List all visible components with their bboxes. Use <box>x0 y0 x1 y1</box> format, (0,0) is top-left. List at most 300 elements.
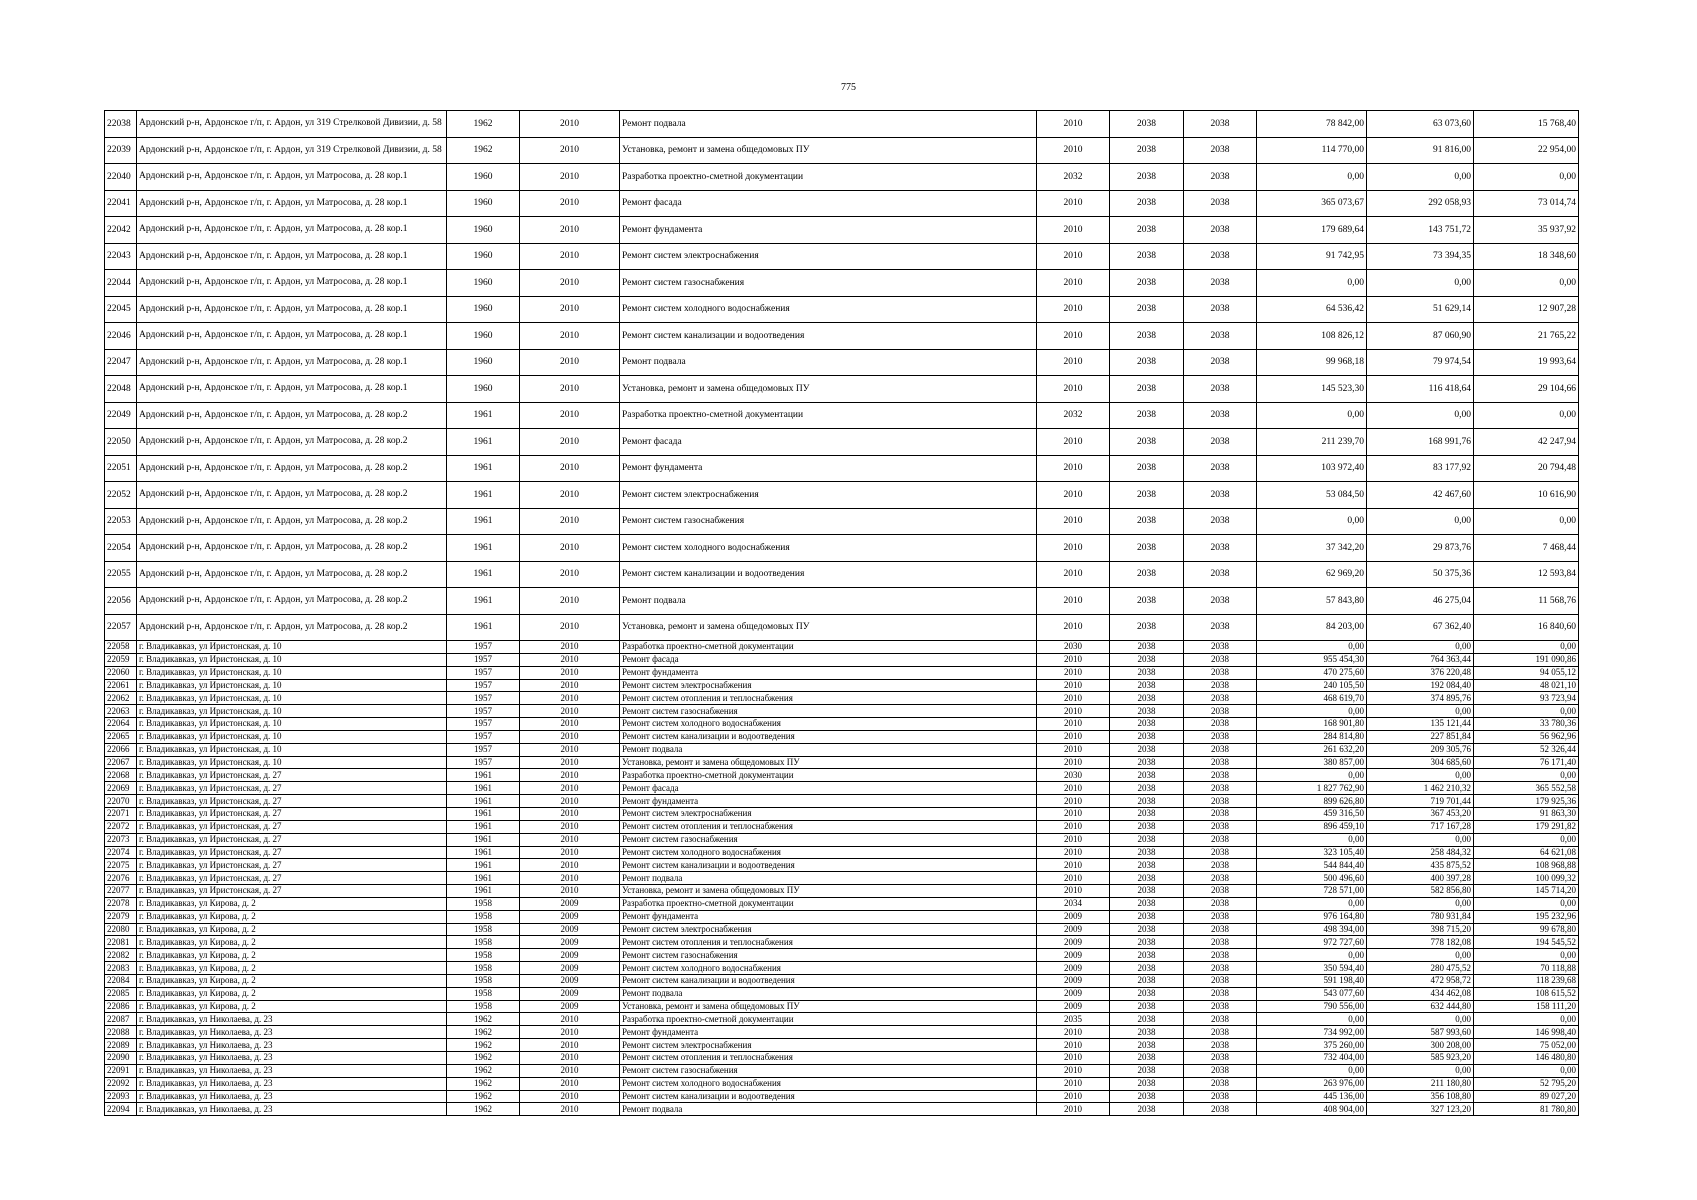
construction-year-cell: 1960 <box>447 270 520 297</box>
table-row <box>105 833 1579 846</box>
owner-cost-cell: 0,00 <box>1474 949 1579 962</box>
plan-year-mid-cell: 2038 <box>1110 782 1184 795</box>
owner-cost-cell: 89 027,20 <box>1474 1090 1579 1103</box>
table-row <box>105 718 1579 731</box>
table-row <box>105 846 1579 859</box>
work-type-cell: Ремонт фундамента <box>620 1026 1037 1039</box>
plan-year-mid-cell: 2038 <box>1110 807 1184 820</box>
table-row <box>105 111 1579 138</box>
table-row <box>105 482 1579 509</box>
plan-year-start-cell: 2010 <box>1037 1052 1110 1065</box>
privatization-year-cell: 2010 <box>520 111 620 138</box>
total-cost-cell: 91 742,95 <box>1257 243 1367 270</box>
privatization-year-cell: 2010 <box>520 164 620 191</box>
total-cost-cell: 103 972,40 <box>1257 455 1367 482</box>
work-type-cell: Ремонт систем электроснабжения <box>620 923 1037 936</box>
address-cell: Ардонский р-н, Ардонское г/п, г. Ардон, ул Матросова, д. 28 кор.1 <box>137 270 447 297</box>
fund-cost-cell: 304 685,60 <box>1367 756 1474 769</box>
construction-year-cell: 1957 <box>447 743 520 756</box>
table-row <box>105 897 1579 910</box>
record-number: 22050 <box>105 429 137 456</box>
total-cost-cell: 955 454,30 <box>1257 653 1367 666</box>
fund-cost-cell: 764 363,44 <box>1367 653 1474 666</box>
construction-year-cell: 1962 <box>447 1039 520 1052</box>
plan-year-mid-cell: 2038 <box>1110 1064 1184 1077</box>
total-cost-cell: 0,00 <box>1257 769 1367 782</box>
plan-year-end-cell: 2038 <box>1184 111 1257 138</box>
work-type-cell: Установка, ремонт и замена общедомовых ПУ <box>620 137 1037 164</box>
work-type-cell: Ремонт систем холодного водоснабжения <box>620 296 1037 323</box>
plan-year-mid-cell: 2038 <box>1110 243 1184 270</box>
plan-year-mid-cell: 2038 <box>1110 666 1184 679</box>
owner-cost-cell: 0,00 <box>1474 897 1579 910</box>
construction-year-cell: 1961 <box>447 807 520 820</box>
address-cell: г. Владикавказ, ул Иристонская, д. 10 <box>137 641 447 654</box>
fund-cost-cell: 258 484,32 <box>1367 846 1474 859</box>
fund-cost-cell: 51 629,14 <box>1367 296 1474 323</box>
work-type-cell: Ремонт подвала <box>620 588 1037 615</box>
total-cost-cell: 211 239,70 <box>1257 429 1367 456</box>
owner-cost-cell: 52 795,20 <box>1474 1077 1579 1090</box>
privatization-year-cell: 2010 <box>520 535 620 562</box>
owner-cost-cell: 0,00 <box>1474 508 1579 535</box>
record-number: 22093 <box>105 1090 137 1103</box>
address-cell: г. Владикавказ, ул Николаева, д. 23 <box>137 1052 447 1065</box>
work-type-cell: Ремонт систем электроснабжения <box>620 1039 1037 1052</box>
address-cell: Ардонский р-н, Ардонское г/п, г. Ардон, ул Матросова, д. 28 кор.1 <box>137 217 447 244</box>
privatization-year-cell: 2010 <box>520 846 620 859</box>
total-cost-cell: 0,00 <box>1257 164 1367 191</box>
plan-year-mid-cell: 2038 <box>1110 987 1184 1000</box>
construction-year-cell: 1958 <box>447 949 520 962</box>
privatization-year-cell: 2009 <box>520 987 620 1000</box>
construction-year-cell: 1961 <box>447 820 520 833</box>
table-row <box>105 807 1579 820</box>
owner-cost-cell: 146 480,80 <box>1474 1052 1579 1065</box>
fund-cost-cell: 46 275,04 <box>1367 588 1474 615</box>
fund-cost-cell: 400 397,28 <box>1367 872 1474 885</box>
plan-year-mid-cell: 2038 <box>1110 1077 1184 1090</box>
table-row <box>105 1077 1579 1090</box>
owner-cost-cell: 0,00 <box>1474 1064 1579 1077</box>
record-number: 22070 <box>105 795 137 808</box>
fund-cost-cell: 778 182,08 <box>1367 936 1474 949</box>
total-cost-cell: 732 404,00 <box>1257 1052 1367 1065</box>
fund-cost-cell: 0,00 <box>1367 270 1474 297</box>
total-cost-cell: 459 316,50 <box>1257 807 1367 820</box>
fund-cost-cell: 79 974,54 <box>1367 349 1474 376</box>
privatization-year-cell: 2009 <box>520 936 620 949</box>
total-cost-cell: 263 976,00 <box>1257 1077 1367 1090</box>
construction-year-cell: 1962 <box>447 111 520 138</box>
work-type-cell: Разработка проектно-сметной документации <box>620 164 1037 191</box>
fund-cost-cell: 587 993,60 <box>1367 1026 1474 1039</box>
table-row <box>105 1000 1579 1013</box>
table-row <box>105 820 1579 833</box>
plan-year-end-cell: 2038 <box>1184 614 1257 641</box>
plan-year-end-cell: 2038 <box>1184 1077 1257 1090</box>
owner-cost-cell: 91 863,30 <box>1474 807 1579 820</box>
total-cost-cell: 261 632,20 <box>1257 743 1367 756</box>
plan-year-end-cell: 2038 <box>1184 137 1257 164</box>
total-cost-cell: 734 992,00 <box>1257 1026 1367 1039</box>
plan-year-end-cell: 2038 <box>1184 743 1257 756</box>
construction-year-cell: 1957 <box>447 641 520 654</box>
fund-cost-cell: 398 715,20 <box>1367 923 1474 936</box>
owner-cost-cell: 0,00 <box>1474 164 1579 191</box>
plan-year-start-cell: 2010 <box>1037 217 1110 244</box>
plan-year-mid-cell: 2038 <box>1110 846 1184 859</box>
privatization-year-cell: 2010 <box>520 653 620 666</box>
work-type-cell: Ремонт систем электроснабжения <box>620 243 1037 270</box>
construction-year-cell: 1960 <box>447 296 520 323</box>
record-number: 22092 <box>105 1077 137 1090</box>
plan-year-mid-cell: 2038 <box>1110 974 1184 987</box>
table-row <box>105 705 1579 718</box>
plan-year-end-cell: 2038 <box>1184 807 1257 820</box>
work-type-cell: Ремонт систем газоснабжения <box>620 833 1037 846</box>
construction-year-cell: 1961 <box>447 561 520 588</box>
work-type-cell: Установка, ремонт и замена общедомовых ПУ <box>620 614 1037 641</box>
record-number: 22090 <box>105 1052 137 1065</box>
record-number: 22079 <box>105 910 137 923</box>
construction-year-cell: 1960 <box>447 164 520 191</box>
plan-year-end-cell: 2038 <box>1184 535 1257 562</box>
fund-cost-cell: 91 816,00 <box>1367 137 1474 164</box>
table-row <box>105 679 1579 692</box>
plan-year-mid-cell: 2038 <box>1110 402 1184 429</box>
plan-year-start-cell: 2010 <box>1037 1090 1110 1103</box>
work-type-cell: Разработка проектно-сметной документации <box>620 402 1037 429</box>
address-cell: г. Владикавказ, ул Николаева, д. 23 <box>137 1013 447 1026</box>
work-type-cell: Ремонт подвала <box>620 349 1037 376</box>
plan-year-end-cell: 2038 <box>1184 561 1257 588</box>
total-cost-cell: 108 826,12 <box>1257 323 1367 350</box>
work-type-cell: Ремонт систем канализации и водоотведения <box>620 561 1037 588</box>
privatization-year-cell: 2010 <box>520 270 620 297</box>
address-cell: г. Владикавказ, ул Кирова, д. 2 <box>137 936 447 949</box>
work-type-cell: Ремонт подвала <box>620 1103 1037 1116</box>
record-number: 22062 <box>105 692 137 705</box>
construction-year-cell: 1961 <box>447 402 520 429</box>
record-number: 22056 <box>105 588 137 615</box>
owner-cost-cell: 365 552,58 <box>1474 782 1579 795</box>
total-cost-cell: 0,00 <box>1257 270 1367 297</box>
owner-cost-cell: 56 962,96 <box>1474 730 1579 743</box>
work-type-cell: Ремонт систем канализации и водоотведения <box>620 730 1037 743</box>
work-type-cell: Ремонт систем канализации и водоотведения <box>620 323 1037 350</box>
owner-cost-cell: 81 780,80 <box>1474 1103 1579 1116</box>
work-type-cell: Ремонт фасада <box>620 190 1037 217</box>
record-number: 22074 <box>105 846 137 859</box>
plan-year-end-cell: 2038 <box>1184 820 1257 833</box>
privatization-year-cell: 2010 <box>520 1077 620 1090</box>
table-row <box>105 1052 1579 1065</box>
privatization-year-cell: 2010 <box>520 730 620 743</box>
plan-year-mid-cell: 2038 <box>1110 705 1184 718</box>
table-row <box>105 769 1579 782</box>
record-number: 22059 <box>105 653 137 666</box>
record-number: 22077 <box>105 885 137 898</box>
fund-cost-cell: 0,00 <box>1367 1013 1474 1026</box>
plan-year-mid-cell: 2038 <box>1110 1026 1184 1039</box>
plan-year-end-cell: 2038 <box>1184 769 1257 782</box>
owner-cost-cell: 19 993,64 <box>1474 349 1579 376</box>
table-row <box>105 962 1579 975</box>
total-cost-cell: 0,00 <box>1257 705 1367 718</box>
construction-year-cell: 1961 <box>447 846 520 859</box>
owner-cost-cell: 93 723,94 <box>1474 692 1579 705</box>
construction-year-cell: 1961 <box>447 614 520 641</box>
plan-year-end-cell: 2038 <box>1184 974 1257 987</box>
record-number: 22082 <box>105 949 137 962</box>
plan-year-start-cell: 2010 <box>1037 782 1110 795</box>
plan-year-start-cell: 2010 <box>1037 1103 1110 1116</box>
record-number: 22065 <box>105 730 137 743</box>
fund-cost-cell: 280 475,52 <box>1367 962 1474 975</box>
address-cell: г. Владикавказ, ул Николаева, д. 23 <box>137 1026 447 1039</box>
plan-year-end-cell: 2038 <box>1184 402 1257 429</box>
record-number: 22088 <box>105 1026 137 1039</box>
record-number: 22076 <box>105 872 137 885</box>
record-number: 22040 <box>105 164 137 191</box>
privatization-year-cell: 2010 <box>520 872 620 885</box>
plan-year-mid-cell: 2038 <box>1110 962 1184 975</box>
construction-year-cell: 1957 <box>447 679 520 692</box>
work-type-cell: Ремонт фундамента <box>620 795 1037 808</box>
plan-year-end-cell: 2038 <box>1184 730 1257 743</box>
address-cell: г. Владикавказ, ул Иристонская, д. 27 <box>137 795 447 808</box>
record-number: 22043 <box>105 243 137 270</box>
address-cell: г. Владикавказ, ул Иристонская, д. 10 <box>137 756 447 769</box>
total-cost-cell: 728 571,00 <box>1257 885 1367 898</box>
fund-cost-cell: 719 701,44 <box>1367 795 1474 808</box>
total-cost-cell: 323 105,40 <box>1257 846 1367 859</box>
privatization-year-cell: 2010 <box>520 1013 620 1026</box>
plan-year-start-cell: 2010 <box>1037 820 1110 833</box>
record-number: 22041 <box>105 190 137 217</box>
work-type-cell: Ремонт подвала <box>620 111 1037 138</box>
owner-cost-cell: 75 052,00 <box>1474 1039 1579 1052</box>
address-cell: Ардонский р-н, Ардонское г/п, г. Ардон, ул Матросова, д. 28 кор.1 <box>137 164 447 191</box>
privatization-year-cell: 2009 <box>520 949 620 962</box>
plan-year-end-cell: 2038 <box>1184 666 1257 679</box>
fund-cost-cell: 87 060,90 <box>1367 323 1474 350</box>
owner-cost-cell: 108 968,88 <box>1474 859 1579 872</box>
total-cost-cell: 37 342,20 <box>1257 535 1367 562</box>
owner-cost-cell: 11 568,76 <box>1474 588 1579 615</box>
plan-year-start-cell: 2010 <box>1037 859 1110 872</box>
owner-cost-cell: 7 468,44 <box>1474 535 1579 562</box>
privatization-year-cell: 2010 <box>520 769 620 782</box>
fund-cost-cell: 83 177,92 <box>1367 455 1474 482</box>
table-row <box>105 795 1579 808</box>
owner-cost-cell: 100 099,32 <box>1474 872 1579 885</box>
plan-year-end-cell: 2038 <box>1184 756 1257 769</box>
work-type-cell: Ремонт систем отопления и теплоснабжения <box>620 692 1037 705</box>
construction-year-cell: 1957 <box>447 705 520 718</box>
privatization-year-cell: 2010 <box>520 482 620 509</box>
total-cost-cell: 365 073,67 <box>1257 190 1367 217</box>
fund-cost-cell: 356 108,80 <box>1367 1090 1474 1103</box>
address-cell: г. Владикавказ, ул Кирова, д. 2 <box>137 949 447 962</box>
work-type-cell: Ремонт систем холодного водоснабжения <box>620 962 1037 975</box>
address-cell: Ардонский р-н, Ардонское г/п, г. Ардон, ул Матросова, д. 28 кор.2 <box>137 508 447 535</box>
plan-year-end-cell: 2038 <box>1184 653 1257 666</box>
total-cost-cell: 543 077,60 <box>1257 987 1367 1000</box>
owner-cost-cell: 0,00 <box>1474 270 1579 297</box>
record-number: 22067 <box>105 756 137 769</box>
construction-year-cell: 1961 <box>447 535 520 562</box>
work-type-cell: Установка, ремонт и замена общедомовых ПУ <box>620 756 1037 769</box>
total-cost-cell: 0,00 <box>1257 1013 1367 1026</box>
construction-year-cell: 1958 <box>447 910 520 923</box>
plan-year-mid-cell: 2038 <box>1110 137 1184 164</box>
total-cost-cell: 790 556,00 <box>1257 1000 1367 1013</box>
table-row <box>105 614 1579 641</box>
fund-cost-cell: 0,00 <box>1367 833 1474 846</box>
table-row <box>105 1039 1579 1052</box>
construction-year-cell: 1957 <box>447 756 520 769</box>
owner-cost-cell: 18 348,60 <box>1474 243 1579 270</box>
owner-cost-cell: 22 954,00 <box>1474 137 1579 164</box>
fund-cost-cell: 367 453,20 <box>1367 807 1474 820</box>
plan-year-mid-cell: 2038 <box>1110 535 1184 562</box>
plan-year-mid-cell: 2038 <box>1110 164 1184 191</box>
total-cost-cell: 0,00 <box>1257 1064 1367 1077</box>
plan-year-start-cell: 2009 <box>1037 949 1110 962</box>
construction-year-cell: 1962 <box>447 137 520 164</box>
plan-year-mid-cell: 2038 <box>1110 1103 1184 1116</box>
plan-year-end-cell: 2038 <box>1184 376 1257 403</box>
plan-year-start-cell: 2034 <box>1037 897 1110 910</box>
table-row <box>105 1064 1579 1077</box>
work-type-cell: Разработка проектно-сметной документации <box>620 769 1037 782</box>
record-number: 22054 <box>105 535 137 562</box>
construction-year-cell: 1960 <box>447 323 520 350</box>
record-number: 22055 <box>105 561 137 588</box>
construction-year-cell: 1962 <box>447 1013 520 1026</box>
construction-year-cell: 1958 <box>447 936 520 949</box>
plan-year-start-cell: 2030 <box>1037 769 1110 782</box>
plan-year-start-cell: 2010 <box>1037 730 1110 743</box>
plan-year-start-cell: 2009 <box>1037 936 1110 949</box>
plan-year-mid-cell: 2038 <box>1110 588 1184 615</box>
address-cell: г. Владикавказ, ул Иристонская, д. 27 <box>137 885 447 898</box>
record-number: 22068 <box>105 769 137 782</box>
address-cell: г. Владикавказ, ул Николаева, д. 23 <box>137 1090 447 1103</box>
total-cost-cell: 0,00 <box>1257 897 1367 910</box>
total-cost-cell: 972 727,60 <box>1257 936 1367 949</box>
owner-cost-cell: 20 794,48 <box>1474 455 1579 482</box>
plan-year-mid-cell: 2038 <box>1110 897 1184 910</box>
privatization-year-cell: 2010 <box>520 1039 620 1052</box>
work-type-cell: Ремонт систем газоснабжения <box>620 270 1037 297</box>
record-number: 22046 <box>105 323 137 350</box>
plan-year-mid-cell: 2038 <box>1110 190 1184 217</box>
total-cost-cell: 0,00 <box>1257 402 1367 429</box>
table-row <box>105 923 1579 936</box>
construction-year-cell: 1961 <box>447 885 520 898</box>
plan-year-end-cell: 2038 <box>1184 588 1257 615</box>
plan-year-end-cell: 2038 <box>1184 795 1257 808</box>
address-cell: Ардонский р-н, Ардонское г/п, г. Ардон, ул Матросова, д. 28 кор.2 <box>137 402 447 429</box>
privatization-year-cell: 2010 <box>520 833 620 846</box>
plan-year-mid-cell: 2038 <box>1110 923 1184 936</box>
plan-year-end-cell: 2038 <box>1184 885 1257 898</box>
privatization-year-cell: 2010 <box>520 376 620 403</box>
work-type-cell: Ремонт подвала <box>620 987 1037 1000</box>
table-row <box>105 429 1579 456</box>
owner-cost-cell: 0,00 <box>1474 833 1579 846</box>
address-cell: Ардонский р-н, Ардонское г/п, г. Ардон, ул Матросова, д. 28 кор.1 <box>137 323 447 350</box>
table-row <box>105 243 1579 270</box>
record-number: 22061 <box>105 679 137 692</box>
work-type-cell: Ремонт систем электроснабжения <box>620 807 1037 820</box>
plan-year-end-cell: 2038 <box>1184 429 1257 456</box>
total-cost-cell: 64 536,42 <box>1257 296 1367 323</box>
table-row <box>105 756 1579 769</box>
table-row <box>105 508 1579 535</box>
owner-cost-cell: 0,00 <box>1474 769 1579 782</box>
table-row <box>105 1026 1579 1039</box>
page-number: 775 <box>841 82 856 93</box>
privatization-year-cell: 2010 <box>520 1052 620 1065</box>
record-number: 22039 <box>105 137 137 164</box>
work-type-cell: Ремонт систем газоснабжения <box>620 705 1037 718</box>
work-type-cell: Ремонт фасада <box>620 653 1037 666</box>
table-row <box>105 1103 1579 1116</box>
plan-year-start-cell: 2010 <box>1037 270 1110 297</box>
owner-cost-cell: 29 104,66 <box>1474 376 1579 403</box>
plan-year-start-cell: 2010 <box>1037 756 1110 769</box>
address-cell: г. Владикавказ, ул Иристонская, д. 27 <box>137 833 447 846</box>
table-row <box>105 270 1579 297</box>
owner-cost-cell: 99 678,80 <box>1474 923 1579 936</box>
fund-cost-cell: 168 991,76 <box>1367 429 1474 456</box>
plan-year-start-cell: 2010 <box>1037 1064 1110 1077</box>
plan-year-end-cell: 2038 <box>1184 936 1257 949</box>
plan-year-mid-cell: 2038 <box>1110 1000 1184 1013</box>
total-cost-cell: 99 968,18 <box>1257 349 1367 376</box>
plan-year-end-cell: 2038 <box>1184 190 1257 217</box>
plan-year-start-cell: 2010 <box>1037 111 1110 138</box>
fund-cost-cell: 0,00 <box>1367 769 1474 782</box>
fund-cost-cell: 300 208,00 <box>1367 1039 1474 1052</box>
fund-cost-cell: 0,00 <box>1367 1064 1474 1077</box>
privatization-year-cell: 2010 <box>520 402 620 429</box>
plan-year-start-cell: 2010 <box>1037 561 1110 588</box>
total-cost-cell: 591 198,40 <box>1257 974 1367 987</box>
plan-year-end-cell: 2038 <box>1184 1064 1257 1077</box>
work-type-cell: Ремонт фундамента <box>620 910 1037 923</box>
record-number: 22069 <box>105 782 137 795</box>
table-row <box>105 949 1579 962</box>
plan-year-start-cell: 2010 <box>1037 429 1110 456</box>
total-cost-cell: 498 394,00 <box>1257 923 1367 936</box>
table-row <box>105 1013 1579 1026</box>
record-number: 22044 <box>105 270 137 297</box>
total-cost-cell: 78 842,00 <box>1257 111 1367 138</box>
fund-cost-cell: 585 923,20 <box>1367 1052 1474 1065</box>
total-cost-cell: 145 523,30 <box>1257 376 1367 403</box>
plan-year-mid-cell: 2038 <box>1110 756 1184 769</box>
construction-year-cell: 1957 <box>447 718 520 731</box>
construction-year-cell: 1960 <box>447 349 520 376</box>
plan-year-start-cell: 2010 <box>1037 795 1110 808</box>
plan-year-mid-cell: 2038 <box>1110 296 1184 323</box>
record-number: 22053 <box>105 508 137 535</box>
